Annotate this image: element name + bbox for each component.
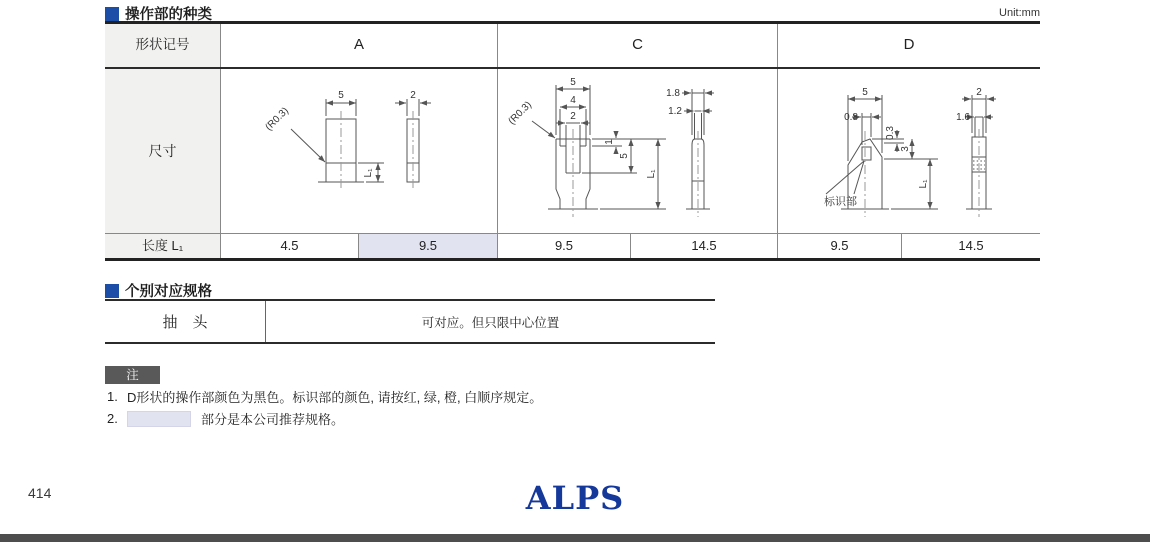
- length-c-1: 9.5: [497, 234, 630, 258]
- dim-d-width08: 0.8: [844, 112, 858, 123]
- page-bottom-bar: [0, 534, 1150, 542]
- dim-a-radius: (R0.3): [263, 105, 291, 133]
- dim-d-l1: L₁: [918, 179, 929, 189]
- section-marker-icon: [105, 7, 119, 21]
- dim-d-width5: 5: [862, 87, 868, 98]
- shape-c-cell: [497, 69, 777, 233]
- dim-c-side18: 1.8: [666, 88, 680, 99]
- dim-a-l1: L₁: [363, 168, 374, 178]
- section1-title: 操作部的种类: [125, 7, 212, 23]
- note1-text: D形状的操作部颜色为黑色。标识部的颜色, 请按红, 绿, 橙, 白顺序规定。: [127, 390, 543, 405]
- note2-text: 部分是本公司推荐规格。: [201, 412, 345, 427]
- dim-d-03: 0.3: [885, 126, 896, 140]
- dim-c-depth5: 5: [619, 153, 630, 159]
- length-d-2: 14.5: [901, 234, 1040, 258]
- dim-a-front-width: 5: [338, 90, 344, 101]
- length-d-1: 9.5: [777, 234, 901, 258]
- shape-c-header: C: [497, 24, 777, 67]
- section2-title: 个别对应规格: [125, 284, 212, 300]
- alps-logo: ALPS: [525, 479, 625, 517]
- note-item-1: [107, 387, 542, 406]
- length-c-2: 14.5: [630, 234, 777, 258]
- dim-c-side12: 1.2: [668, 106, 682, 117]
- dim-c-radius: (R0.3): [506, 99, 534, 127]
- length-row: [105, 234, 1040, 258]
- dim-d-side2: 2: [976, 87, 982, 98]
- dim-d-3: 3: [900, 146, 911, 152]
- shape-table-header-row: [105, 24, 1040, 69]
- note1-number: 1.: [107, 389, 118, 404]
- shape-d-cell: [777, 69, 1040, 233]
- dim-c-width4: 4: [570, 95, 576, 106]
- recommended-color-swatch: [127, 411, 191, 427]
- dim-c-width5: 5: [570, 77, 576, 88]
- dim-c-step1: 1: [604, 139, 615, 145]
- shape-a-cell: [220, 69, 497, 233]
- note2-number: 2.: [107, 411, 118, 426]
- dim-c-width2: 2: [570, 111, 576, 122]
- spec-row-label: 抽 头: [162, 314, 208, 331]
- marking-part-label: 标识部: [824, 196, 857, 208]
- spec-row-value: 可对应。但只限中心位置: [265, 301, 715, 342]
- length-a-1: 4.5: [220, 234, 358, 258]
- section-marker-icon: [105, 284, 119, 298]
- length-a-2-recommended: 9.5: [358, 234, 497, 258]
- shape-a-drawing: [221, 69, 497, 233]
- shape-d-header: D: [777, 24, 1040, 67]
- size-label: 尺寸: [105, 69, 220, 233]
- shape-symbol-label: 形状记号: [105, 24, 220, 67]
- page-number: 414: [28, 485, 52, 501]
- unit-label: Unit:mm: [999, 7, 1040, 19]
- note-item-2: [107, 409, 344, 428]
- shape-d-drawing: [778, 69, 1040, 233]
- dimension-row: [105, 69, 1040, 234]
- section2-header: [105, 280, 212, 301]
- dim-a-side-width: 2: [410, 90, 416, 101]
- shape-a-header: A: [220, 24, 497, 67]
- shape-c-drawing: [498, 69, 777, 233]
- individual-spec-table: [105, 299, 715, 344]
- dim-d-side16: 1.6: [956, 112, 970, 123]
- note-badge: 注: [105, 366, 160, 384]
- shape-c-linework: [532, 85, 714, 217]
- length-label: 长度 L₁: [105, 234, 220, 258]
- shape-table: [105, 21, 1040, 261]
- shape-a-linework: [291, 99, 431, 190]
- dim-c-l1: L₁: [646, 169, 657, 179]
